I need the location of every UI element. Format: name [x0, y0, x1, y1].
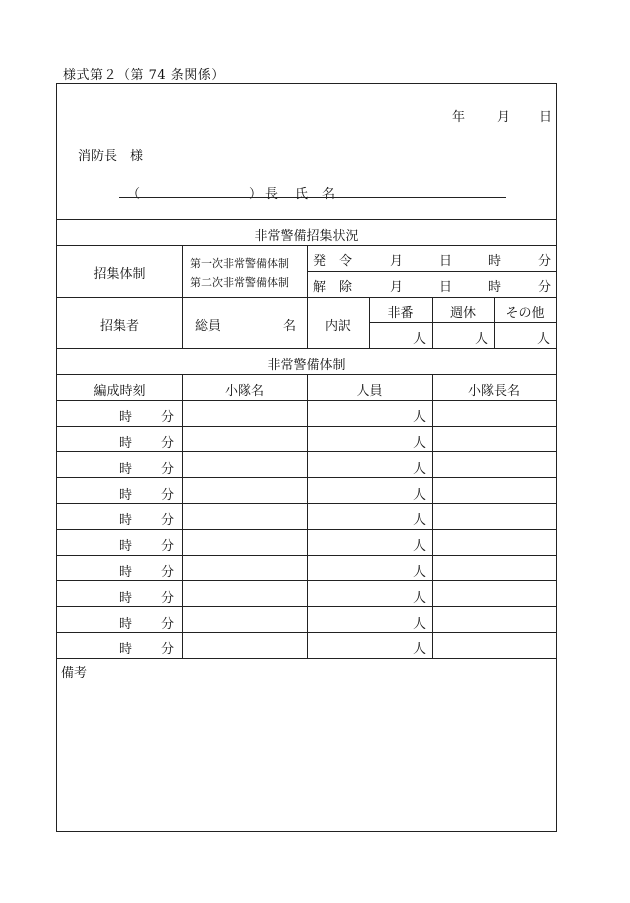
- offduty-unit: 人: [413, 332, 427, 347]
- release-day-label: 日: [439, 280, 453, 295]
- section-title-alert-system: 非常警備体制: [267, 358, 346, 373]
- other-unit: 人: [537, 332, 551, 347]
- row-minute-label: 分: [161, 591, 175, 606]
- row-minute-label: 分: [161, 539, 175, 554]
- divider: [369, 322, 556, 323]
- row-personnel-unit: 人: [413, 617, 427, 632]
- issue-minute-label: 分: [538, 254, 552, 269]
- divider: [57, 348, 556, 349]
- divider: [57, 451, 556, 452]
- row-personnel-unit: 人: [413, 539, 427, 554]
- col-offduty: 非番: [387, 306, 414, 321]
- issue-hour-label: 時: [488, 254, 502, 269]
- divider: [182, 374, 183, 658]
- row-minute-label: 分: [161, 565, 175, 580]
- summons-system-label: 招集体制: [93, 267, 146, 282]
- release-label-2: 除: [339, 280, 353, 295]
- date-year-label: 年: [452, 110, 466, 125]
- first-level-system: 第一次非常警備体制: [190, 257, 289, 270]
- chief-name-underline: [119, 197, 506, 198]
- col-header-formation-time: 編成時刻: [93, 384, 146, 399]
- chief-open-paren: （: [127, 187, 141, 202]
- chief-close-paren: ）: [249, 187, 263, 202]
- row-hour-label: 時: [119, 642, 133, 657]
- row-hour-label: 時: [119, 617, 133, 632]
- row-personnel-unit: 人: [413, 462, 427, 477]
- summoned-label: 招集者: [99, 319, 139, 334]
- divider: [57, 606, 556, 607]
- row-minute-label: 分: [161, 462, 175, 477]
- row-personnel-unit: 人: [413, 436, 427, 451]
- col-other: その他: [505, 306, 545, 321]
- chief-surname-label: 氏: [295, 187, 309, 202]
- row-minute-label: 分: [161, 617, 175, 632]
- section-title-summons: 非常警備招集状況: [254, 229, 359, 244]
- issue-label-2: 令: [339, 254, 353, 269]
- release-label-1: 解: [313, 280, 327, 295]
- row-hour-label: 時: [119, 462, 133, 477]
- row-personnel-unit: 人: [413, 565, 427, 580]
- total-members-unit: 名: [283, 319, 297, 334]
- row-minute-label: 分: [161, 410, 175, 425]
- chief-name-label: 名: [322, 187, 336, 202]
- divider: [57, 477, 556, 478]
- divider: [307, 374, 308, 658]
- row-hour-label: 時: [119, 565, 133, 580]
- col-header-personnel: 人員: [356, 384, 383, 399]
- col-weekly-off: 週休: [449, 306, 476, 321]
- row-hour-label: 時: [119, 513, 133, 528]
- row-personnel-unit: 人: [413, 513, 427, 528]
- row-personnel-unit: 人: [413, 488, 427, 503]
- remarks-label: 備考: [61, 666, 88, 681]
- row-hour-label: 時: [119, 436, 133, 451]
- row-minute-label: 分: [161, 488, 175, 503]
- row-hour-label: 時: [119, 591, 133, 606]
- divider: [57, 555, 556, 556]
- release-month-label: 月: [390, 280, 404, 295]
- date-day-label: 日: [539, 110, 553, 125]
- row-minute-label: 分: [161, 513, 175, 528]
- issue-label-1: 発: [313, 254, 327, 269]
- divider: [57, 503, 556, 504]
- release-minute-label: 分: [538, 280, 552, 295]
- divider: [57, 658, 556, 659]
- row-hour-label: 時: [119, 410, 133, 425]
- row-minute-label: 分: [161, 642, 175, 657]
- breakdown-label: 内訳: [324, 319, 351, 334]
- weekly-off-unit: 人: [475, 332, 489, 347]
- date-month-label: 月: [497, 110, 511, 125]
- col-header-platoon-name: 小隊名: [224, 384, 264, 399]
- form-frame: [56, 83, 557, 832]
- chief-title: 長: [265, 187, 279, 202]
- release-hour-label: 時: [488, 280, 502, 295]
- divider: [307, 271, 556, 272]
- total-members-label: 総員: [195, 319, 222, 334]
- row-personnel-unit: 人: [413, 410, 427, 425]
- row-minute-label: 分: [161, 436, 175, 451]
- row-hour-label: 時: [119, 539, 133, 554]
- issue-day-label: 日: [439, 254, 453, 269]
- col-header-platoon-leader: 小隊長名: [467, 384, 520, 399]
- divider: [57, 426, 556, 427]
- second-level-system: 第二次非常警備体制: [190, 276, 289, 289]
- divider: [432, 374, 433, 658]
- issue-month-label: 月: [390, 254, 404, 269]
- row-hour-label: 時: [119, 488, 133, 503]
- row-personnel-unit: 人: [413, 642, 427, 657]
- form-number-label: 様式第２（第 74 条関係）: [63, 68, 225, 83]
- divider: [57, 632, 556, 633]
- addressee: 消防長 様: [78, 149, 144, 164]
- divider: [57, 580, 556, 581]
- divider: [57, 219, 556, 220]
- row-personnel-unit: 人: [413, 591, 427, 606]
- divider: [57, 529, 556, 530]
